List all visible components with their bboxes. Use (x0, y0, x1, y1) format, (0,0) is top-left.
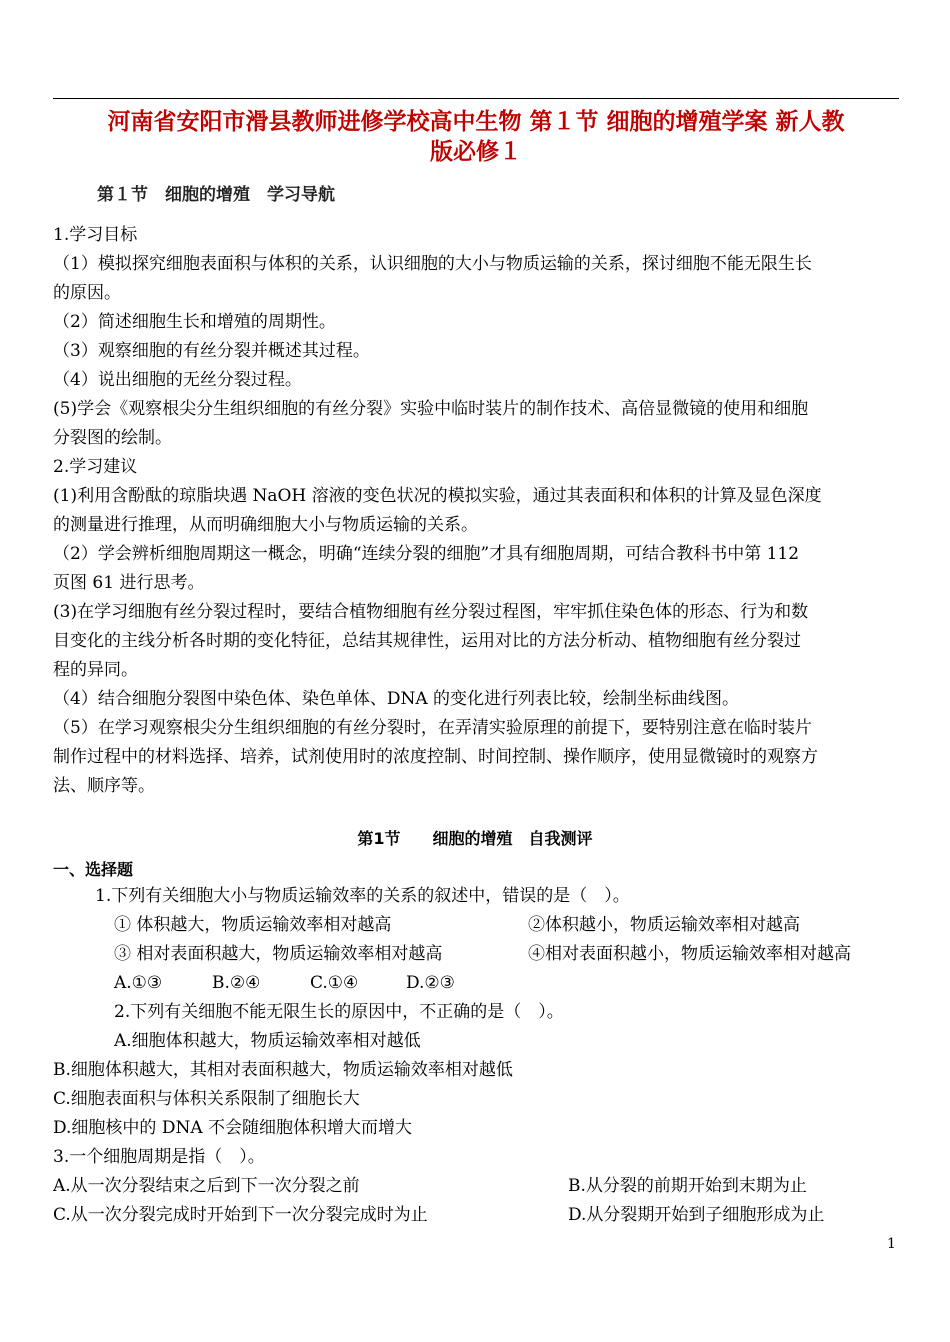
question-2-choice: A.细胞体积越大，物质运输效率相对越低 (114, 1031, 421, 1051)
question-3-choice: A.从一次分裂结束之后到下一次分裂之前 (53, 1176, 360, 1196)
question-2-choice: B.细胞体积越大，其相对表面积越大，物质运输效率相对越低 (53, 1060, 513, 1080)
guide-line: （2）学会辨析细胞周期这一概念，明确“连续分裂的细胞”才具有细胞周期，可结合教科书中第 112 (53, 544, 800, 564)
question-2-stem: 2.下列有关细胞不能无限生长的原因中，不正确的是（ ）。 (114, 1002, 564, 1022)
test-title: 第1节 细胞的增殖 自我测评 (357, 829, 593, 848)
top-rule (53, 98, 899, 99)
guide-line: (1)利用含酚酞的琼脂块遇 NaOH 溶液的变色状况的模拟实验，通过其表面积和体积的计算及显色深度 (53, 486, 822, 506)
document-title-line1: 河南省安阳市滑县教师进修学校高中生物 第１节 细胞的增殖学案 新人教 (107, 109, 845, 135)
question-1-option: ① 体积越大，物质运输效率相对越高 (114, 915, 392, 935)
question-1-option: ③ 相对表面积越大，物质运输效率相对越高 (114, 944, 443, 964)
page-number: 1 (887, 1236, 896, 1252)
guide-line: 2.学习建议 (53, 457, 138, 477)
question-3-choice: D.从分裂期开始到子细胞形成为止 (568, 1205, 825, 1225)
guide-line: 的原因。 (53, 283, 121, 303)
guide-line: （5）在学习观察根尖分生组织细胞的有丝分裂时，在弄清实验原理的前提下，要特别注意在临时装片 (53, 718, 812, 738)
question-3-stem: 3.一个细胞周期是指（ ）。 (53, 1147, 265, 1167)
question-1-choice: D.②③ (406, 973, 455, 993)
guide-line: （1）模拟探究细胞表面积与体积的关系，认识细胞的大小与物质运输的关系，探讨细胞不能无限生长 (53, 254, 812, 274)
guide-line: （2）简述细胞生长和增殖的周期性。 (53, 312, 336, 332)
section-heading: 一、选择题 (53, 860, 134, 879)
guide-line: 1.学习目标 (53, 225, 138, 245)
guide-line: (5)学会《观察根尖分生组织细胞的有丝分裂》实验中临时装片的制作技术、高倍显微镜的使用和细胞 (53, 399, 809, 419)
question-1-option: ②体积越小，物质运输效率相对越高 (528, 915, 800, 935)
question-1-choice: B.②④ (212, 973, 261, 993)
guide-line: 法、顺序等。 (53, 776, 155, 796)
document-title-line2: 版必修１ (430, 139, 522, 165)
guide-line: 页图 61 进行思考。 (53, 573, 205, 593)
question-2-choice: C.细胞表面积与体积关系限制了细胞长大 (53, 1089, 360, 1109)
guide-line: 程的异同。 (53, 660, 138, 680)
guide-line: （4）结合细胞分裂图中染色体、染色单体、DNA 的变化进行列表比较，绘制坐标曲线图。 (53, 689, 739, 709)
question-1-choice: A.①③ (114, 973, 163, 993)
question-1-choice: C.①④ (310, 973, 359, 993)
guide-heading: 第１节 细胞的增殖 学习导航 (97, 185, 335, 205)
guide-line: （4）说出细胞的无丝分裂过程。 (53, 370, 302, 390)
guide-line: (3)在学习细胞有丝分裂过程时，要结合植物细胞有丝分裂过程图，牢牢抓住染色体的形态、行为和数 (53, 602, 809, 622)
question-3-choice: C.从一次分裂完成时开始到下一次分裂完成时为止 (53, 1205, 428, 1225)
guide-line: 制作过程中的材料选择、培养，试剂使用时的浓度控制、时间控制、操作顺序，使用显微镜时的观察方 (53, 747, 818, 767)
guide-line: 的测量进行推理，从而明确细胞大小与物质运输的关系。 (53, 515, 478, 535)
question-1-option: ④相对表面积越小，物质运输效率相对越高 (528, 944, 851, 964)
guide-line: （3）观察细胞的有丝分裂并概述其过程。 (53, 341, 370, 361)
guide-line: 目变化的主线分析各时期的变化特征，总结其规律性，运用对比的方法分析动、植物细胞有丝分裂过 (53, 631, 801, 651)
question-1-stem: 1.下列有关细胞大小与物质运输效率的关系的叙述中，错误的是（ ）。 (95, 886, 630, 906)
guide-line: 分裂图的绘制。 (53, 428, 172, 448)
question-3-choice: B.从分裂的前期开始到末期为止 (568, 1176, 807, 1196)
question-2-choice: D.细胞核中的 DNA 不会随细胞体积增大而增大 (53, 1118, 413, 1138)
